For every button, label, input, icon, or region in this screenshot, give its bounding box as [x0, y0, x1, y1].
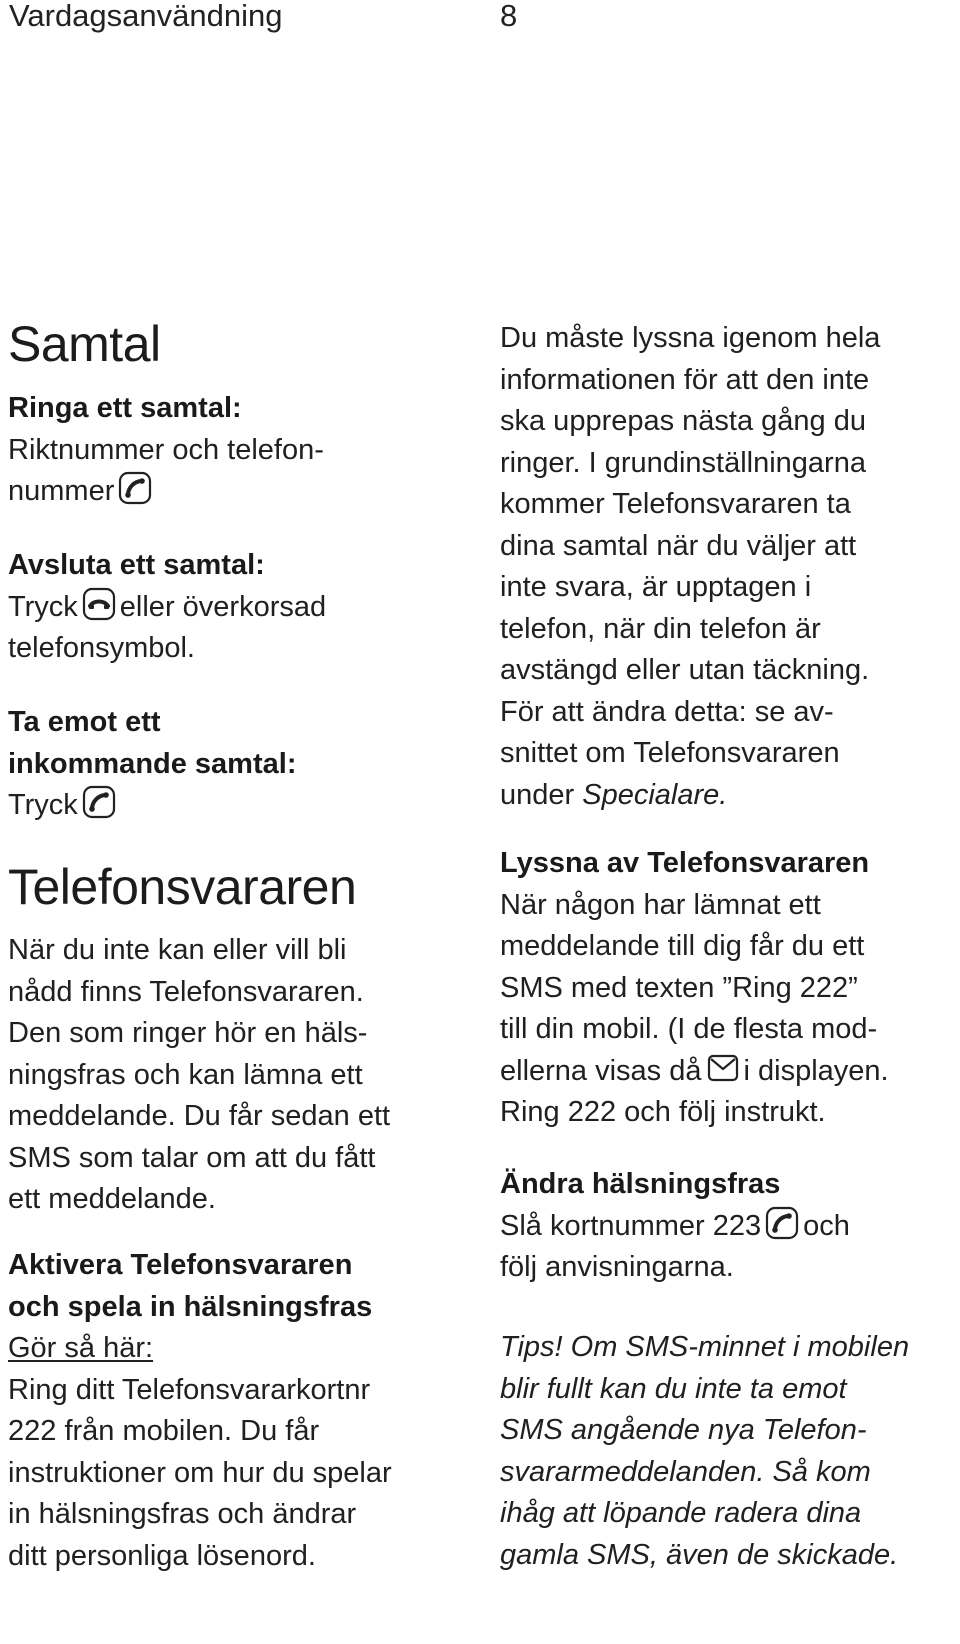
- envelope-icon: [706, 1051, 740, 1085]
- info-line: dina samtal när du väljer att: [500, 529, 857, 562]
- info-line: ringer. I grundinställningarna: [500, 446, 866, 479]
- info-line: avstängd eller utan täckning.: [500, 654, 870, 686]
- aktivera-line: ditt personliga lösenord.: [8, 1539, 316, 1572]
- gor-sa-har-label: Gör så här:: [8, 1332, 154, 1364]
- lyssna-line-6: Ring 222 och följ instrukt.: [500, 1096, 826, 1128]
- tips-line: gamla SMS, även de skickade.: [500, 1538, 899, 1571]
- section-name: Vardagsanvändning: [9, 0, 283, 33]
- intro-line: nådd finns Telefonsvararen.: [8, 975, 364, 1008]
- intro-line: ningsfras och kan lämna ett: [8, 1058, 363, 1091]
- tips-line: SMS angående nya Telefon-: [500, 1414, 867, 1446]
- lyssna-line-5: [500, 1051, 958, 1093]
- lyssna-line: SMS med texten ”Ring 222”: [500, 971, 858, 1004]
- taemot-section: [8, 702, 468, 827]
- info-line: inte svara, är upptagen i: [500, 571, 812, 603]
- avsluta-section: [8, 545, 468, 670]
- call-key-icon: [765, 1206, 799, 1240]
- info-last-prefix: under: [500, 778, 575, 811]
- taemot-heading-1: Ta emot ett: [8, 706, 161, 738]
- avsluta-line-1a: Tryck: [8, 590, 78, 623]
- info-line: ska upprepas nästa gång du: [500, 405, 866, 437]
- ringa-line-1: Riktnummer och telefon-: [8, 433, 324, 466]
- samtal-title: Samtal: [8, 316, 161, 372]
- aktivera-heading-2: och spela in hälsningsfras: [8, 1290, 373, 1323]
- andra-line-2: följ anvisningarna.: [500, 1251, 734, 1283]
- ringa-line-2: [8, 471, 468, 513]
- avsluta-line-2: telefonsymbol.: [8, 632, 195, 664]
- aktivera-section: [8, 1245, 468, 1577]
- running-header: [0, 0, 960, 40]
- tips-line: svararmeddelanden. Så kom: [500, 1455, 871, 1488]
- tips-paragraph: [500, 1327, 958, 1576]
- info-line-last: [500, 775, 958, 817]
- info-line: kommer Telefonsvararen ta: [500, 488, 851, 520]
- lyssna-line-5b: i displayen.: [743, 1054, 889, 1087]
- andra-line-1: [500, 1206, 958, 1248]
- telefonsvararen-title: Telefonsvararen: [8, 859, 357, 915]
- intro-line: meddelande. Du får sedan ett: [8, 1100, 391, 1132]
- lyssna-line: meddelande till dig får du ett: [500, 930, 865, 962]
- ringa-line-2-text: nummer: [8, 475, 115, 507]
- page-number: 8: [500, 0, 518, 33]
- avsluta-heading: Avsluta ett samtal:: [8, 549, 265, 581]
- taemot-line-1-text: Tryck: [8, 789, 78, 821]
- avsluta-line-1b: eller överkorsad: [119, 590, 327, 623]
- info-line: informationen för att den inte: [500, 363, 870, 396]
- end-call-key-icon: [82, 587, 116, 621]
- info-line: telefon, när din telefon är: [500, 612, 821, 645]
- aktivera-line: in hälsningsfras och ändrar: [8, 1498, 357, 1530]
- intro-line: När du inte kan eller vill bli: [8, 934, 347, 966]
- tips-line: Tips! Om SMS-minnet i mobilen: [500, 1331, 910, 1363]
- info-line: För att ändra detta: se av-: [500, 695, 834, 728]
- ringa-section: [8, 388, 468, 513]
- specialare-reference: Specialare.: [582, 778, 728, 811]
- lyssna-line-5a: ellerna visas då: [500, 1054, 702, 1087]
- lyssna-heading: Lyssna av Telefonsvararen: [500, 847, 870, 879]
- andra-line-1b: och: [803, 1209, 850, 1242]
- andra-heading: Ändra hälsningsfras: [500, 1168, 781, 1200]
- call-key-icon: [118, 471, 152, 505]
- tips-line: blir fullt kan du inte ta emot: [500, 1372, 847, 1405]
- taemot-heading-2: inkommande samtal:: [8, 747, 297, 780]
- avsluta-line-1: [8, 587, 468, 629]
- info-line: Du måste lyssna igenom hela: [500, 322, 881, 354]
- intro-paragraph: [8, 930, 468, 1221]
- call-key-icon: [82, 785, 116, 819]
- lyssna-line: till din mobil. (I de flesta mod-: [500, 1013, 878, 1045]
- intro-line: Den som ringer hör en häls-: [8, 1017, 368, 1049]
- info-paragraph: [500, 318, 958, 816]
- intro-line: SMS som talar om att du fått: [8, 1141, 376, 1174]
- andra-section: [500, 1164, 958, 1289]
- aktivera-line: Ring ditt Telefonsvararkortnr: [8, 1373, 371, 1406]
- andra-line-1a: Slå kortnummer 223: [500, 1209, 762, 1242]
- aktivera-heading-1: Aktivera Telefonsvararen: [8, 1249, 353, 1281]
- lyssna-line: När någon har lämnat ett: [500, 888, 821, 921]
- aktivera-line: instruktioner om hur du spelar: [8, 1456, 392, 1489]
- info-line: snittet om Telefonsvararen: [500, 737, 840, 769]
- taemot-line-1: [8, 785, 468, 827]
- lyssna-section: [500, 843, 958, 1134]
- tips-line: ihåg att löpande radera dina: [500, 1497, 862, 1529]
- aktivera-line: 222 från mobilen. Du får: [8, 1415, 320, 1447]
- ringa-heading: Ringa ett samtal:: [8, 392, 242, 424]
- intro-line: ett meddelande.: [8, 1183, 216, 1215]
